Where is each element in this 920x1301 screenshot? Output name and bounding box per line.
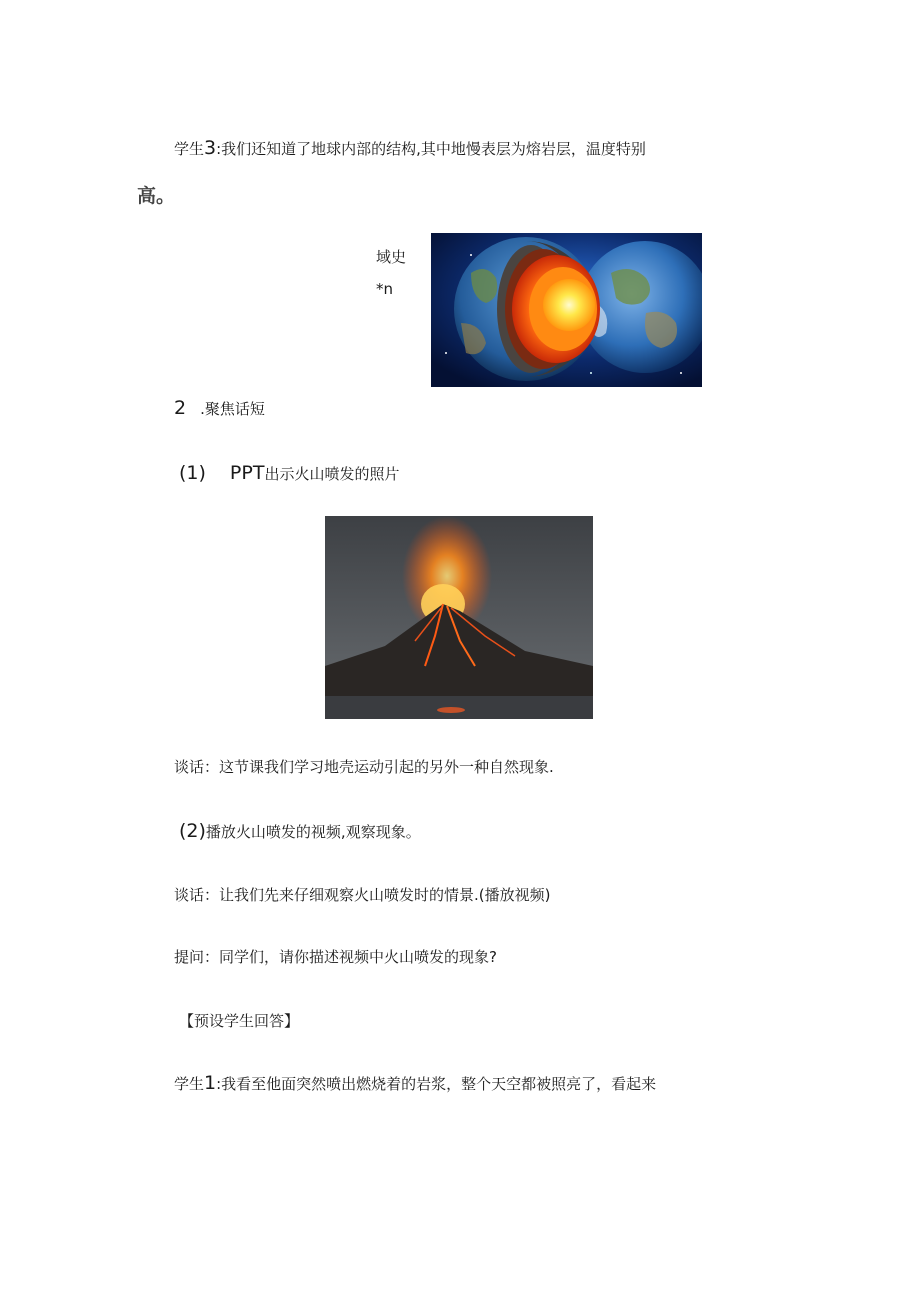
section-2-title: .聚焦话短 <box>200 400 265 418</box>
talk-1: 谈话：这节课我们学习地壳运动引起的另外一种自然现象. <box>174 758 554 776</box>
student1-text: :我看至他面突然喷出燃烧着的岩浆，整个天空都被照亮了，看起来 <box>216 1075 657 1093</box>
talk-2: 谈话：让我们先来仔细观察火山喷发时的情景.(播放视频) <box>174 886 551 904</box>
volcano-eruption-image <box>325 516 593 719</box>
student1-line <box>174 1073 656 1094</box>
item-2 <box>179 821 421 842</box>
preset-heading: 【预设学生回答】 <box>179 1012 300 1030</box>
item-1-text: 出示火山喷发的照片 <box>264 465 400 483</box>
earth-label-1: 域史 <box>376 248 407 266</box>
student3-prefix: 学生 <box>174 140 205 158</box>
section-2-number: 2 <box>174 397 187 419</box>
item-1-number: (1) <box>179 462 206 484</box>
student3-line <box>174 138 646 159</box>
student1-prefix: 学生 <box>174 1075 205 1093</box>
item-1 <box>179 463 399 484</box>
student3-number: 3 <box>204 137 217 159</box>
student3-continuation: 高。 <box>137 185 176 207</box>
item-2-text: 播放火山喷发的视频,观察现象。 <box>205 823 421 841</box>
item-1-prefix: PPT <box>229 462 265 484</box>
question: 提问：同学们，请你描述视频中火山喷发的现象? <box>174 948 497 966</box>
student3-text: :我们还知道了地球内部的结构,其中地慢表层为熔岩层，温度特别 <box>216 140 646 158</box>
earth-label-2: *n <box>376 280 394 298</box>
earth-layers-image <box>431 233 702 387</box>
student1-number: 1 <box>204 1072 217 1094</box>
section-2-heading <box>174 398 265 419</box>
item-2-number: (2) <box>179 820 206 842</box>
